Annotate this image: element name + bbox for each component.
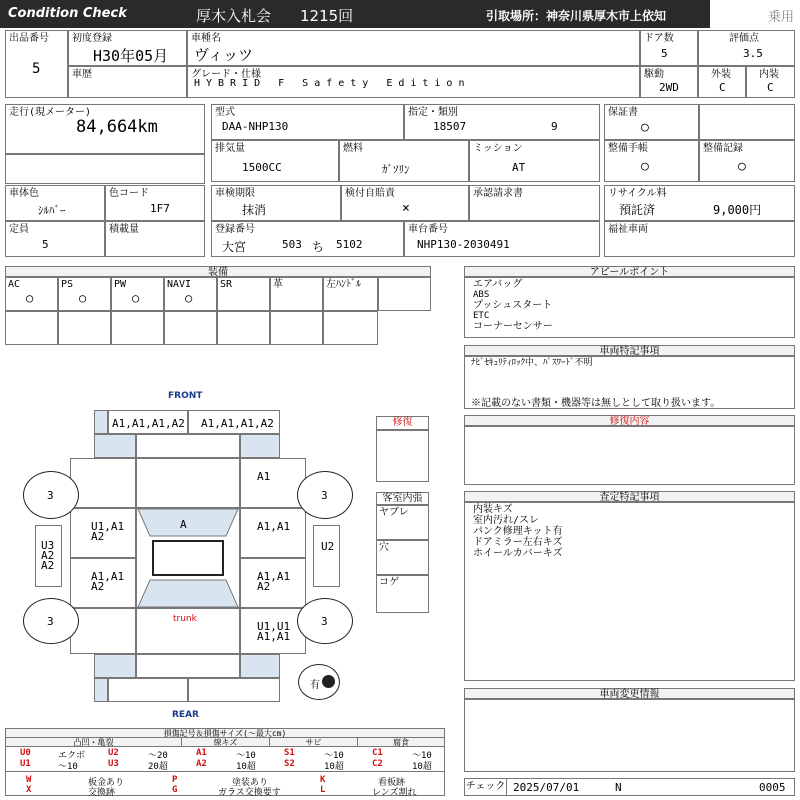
color-code-cell [105, 185, 205, 221]
manual-cell [604, 140, 699, 182]
recycle-fee: 9,000円 [713, 203, 762, 217]
tire-fr-value: 3 [321, 489, 328, 502]
recycle-status: 預託済 [619, 203, 656, 217]
history-label: 車歴 [72, 69, 92, 80]
legend-desc: 看板跡 [378, 778, 406, 788]
mission-value: AT [512, 161, 526, 174]
grade-label: グレード・仕様 [191, 69, 261, 80]
rear-panel-right [240, 654, 280, 678]
roof-damage: A [180, 518, 187, 531]
legend-h-dent: 凸凹・亀裂 [6, 738, 182, 747]
footer-bar [464, 778, 795, 796]
front-label: FRONT [168, 391, 203, 401]
record-value: ○ [738, 159, 746, 174]
equip-value-ac: ○ [26, 291, 34, 305]
auction-name: 厚木入札会 [196, 7, 272, 25]
legend-code: P [172, 775, 178, 785]
appeal-box [464, 277, 795, 338]
legend-desc: レンズ割れ [372, 788, 417, 798]
appeal-line: エアバッグ [473, 279, 523, 290]
footer-number: 0005 [759, 781, 786, 794]
equip-cell-lhd [323, 277, 378, 311]
sill-right[interactable] [313, 525, 340, 587]
equip-cell [270, 311, 323, 345]
interior-cell [746, 66, 795, 98]
special-title: 車両特記事項 [464, 345, 795, 356]
spare-tire[interactable] [298, 664, 340, 700]
appeal-line: ETC [473, 311, 490, 321]
legend-code: L [320, 785, 326, 795]
welfare-cell [604, 221, 795, 257]
load-label: 積載量 [109, 224, 139, 235]
drive-label: 駆動 [644, 69, 664, 80]
score-label: 評価点 [729, 33, 759, 44]
sill-left-damage: A2 [41, 549, 55, 562]
drive-value: 2WD [659, 81, 679, 94]
legend-code: C2 [372, 759, 383, 769]
legend [5, 728, 445, 796]
spare-mark-icon [322, 675, 335, 688]
legend-desc: 10超 [236, 762, 256, 772]
reg-no-cell [211, 221, 404, 257]
equip-cell [5, 311, 58, 345]
assessment-line: 室内汚れ/スレ [473, 515, 540, 526]
legend-desc: 〜10 [58, 762, 78, 772]
legend-desc: 〜10 [236, 751, 256, 761]
inspection-value: 抹消 [242, 203, 267, 217]
warranty-cell [604, 104, 699, 140]
welfare-label: 福祉車両 [608, 224, 648, 235]
hood-right[interactable] [188, 410, 280, 434]
legend-code: S1 [284, 748, 295, 758]
quarter-r-damage: U1,U1 [257, 620, 291, 633]
front-corner-left [94, 410, 108, 434]
insurance-cell [341, 185, 469, 221]
hood-left-damage: A1,A1,A1,A2 [112, 417, 185, 430]
equip-label-pw: PW [114, 279, 127, 290]
door-rear-right[interactable] [240, 558, 306, 608]
displacement-cell [211, 140, 339, 182]
fender-right-damage: A1 [257, 470, 271, 483]
designation-value: 18507 [433, 120, 467, 133]
legend-code: W [26, 775, 32, 785]
equipment-title: 装備 [5, 266, 431, 277]
equip-cell-ps [58, 277, 111, 311]
legend-code: U0 [20, 748, 31, 758]
equip-cell-blank [378, 277, 431, 311]
door-rl-damage: A1,A1 [91, 570, 125, 583]
designation-label: 指定・類別 [408, 107, 458, 118]
tire-rr-value: 3 [321, 615, 328, 628]
fuel-cell [339, 140, 469, 182]
chassis-cell [404, 221, 600, 257]
change-title: 車両変更情報 [464, 688, 795, 699]
color-cell [5, 185, 105, 221]
door-front-left[interactable] [70, 508, 136, 558]
legend-desc: 20超 [148, 762, 168, 772]
mileage-value: 84,664km [76, 117, 158, 137]
repair-box [464, 426, 795, 485]
class-value: 9 [551, 120, 558, 133]
tire-rear-right[interactable] [297, 598, 353, 644]
recycle-cell [604, 185, 795, 221]
tire-rl-value: 3 [47, 615, 54, 628]
record-cell [699, 140, 795, 182]
displacement-label: 排気量 [215, 143, 245, 154]
color-label: 車体色 [9, 188, 39, 199]
capacity-value: 5 [42, 238, 49, 251]
insurance-value: × [402, 201, 410, 216]
legend-code: C1 [372, 748, 383, 758]
footer-code: N [615, 781, 622, 794]
legend-h-rust: サビ [270, 738, 358, 747]
score-cell [698, 30, 795, 66]
legend-desc: エクボ [58, 751, 86, 761]
legend-code: G [172, 785, 178, 795]
warranty-label: 保証書 [608, 107, 638, 118]
fender-right[interactable] [240, 458, 306, 508]
door-rear-left[interactable] [70, 558, 136, 608]
equip-label-navi: NAVI [167, 279, 192, 290]
legend-desc: 〜10 [412, 751, 432, 761]
model-name-cell [187, 30, 640, 66]
footer-date: 2025/07/01 [513, 781, 580, 794]
rear-bumper[interactable] [136, 654, 240, 678]
score-value: 3.5 [743, 47, 763, 60]
type-value: DAA-NHP130 [222, 120, 289, 133]
assessment-line: 内装キズ [473, 504, 513, 515]
legend-desc: 10超 [412, 762, 432, 772]
fuel-label: 燃料 [343, 143, 363, 154]
equip-value-pw: ○ [132, 291, 140, 305]
footer-check-label: チェック [465, 779, 507, 795]
interior-row-burn [376, 575, 429, 613]
bonnet[interactable] [136, 458, 240, 508]
recycle-label: リサイクル料 [608, 188, 667, 199]
roof-panel[interactable] [152, 540, 224, 576]
legend-code: A1 [196, 748, 207, 758]
exterior-value: C [719, 81, 726, 94]
trunk[interactable] [136, 608, 240, 654]
legend-code: A2 [196, 759, 207, 769]
manual-value: ○ [641, 159, 649, 174]
equip-cell-ac [5, 277, 58, 311]
model-name-label: 車種名 [191, 33, 221, 44]
interior-row-label: 穴 [379, 542, 389, 553]
legend-desc: ガラス交換要す [218, 788, 281, 798]
equip-label-leather: 革 [273, 279, 283, 290]
first-reg-cell [68, 30, 187, 66]
repair-side-box [376, 430, 429, 482]
equip-cell [323, 311, 378, 345]
fender-left[interactable] [70, 458, 136, 508]
mileage-label: 走行(現メーター) [9, 107, 92, 118]
mileage-cell [5, 104, 205, 154]
hood-right-damage: A1,A1,A1,A2 [201, 417, 274, 430]
reg-kana: ち [312, 240, 325, 254]
appeal-title: アピールポイント [464, 266, 795, 277]
legend-code: X [26, 785, 32, 795]
front-panel-left [94, 434, 136, 458]
history-cell [68, 66, 187, 98]
inspection-label: 車検期限 [215, 188, 255, 199]
appeal-line: ABS [473, 290, 490, 300]
color-code-value: 1F7 [150, 202, 170, 215]
displacement-value: 1500CC [242, 161, 282, 174]
first-reg-value: H30年05月 [93, 47, 169, 65]
interior-row-hole [376, 540, 429, 575]
drive-cell [640, 66, 698, 98]
quarter-right[interactable] [240, 608, 306, 654]
legend-divider [6, 771, 444, 772]
front-panel-right [240, 434, 280, 458]
tire-fl-value: 3 [47, 489, 54, 502]
load-cell [105, 221, 205, 257]
door-front-right[interactable] [240, 508, 306, 558]
legend-desc: 交換跡 [88, 788, 116, 798]
equip-cell [217, 311, 270, 345]
color-value: ｼﾙﾊﾞｰ [38, 204, 66, 217]
door-fl-damage: U1,A1 [91, 520, 125, 533]
legend-code: U2 [108, 748, 119, 758]
sill-right-damage: U2 [321, 540, 335, 553]
equip-cell [111, 311, 164, 345]
door-fl-damage: A2 [91, 530, 105, 543]
trunk-label: trunk [173, 614, 197, 624]
model-name-value: ヴィッツ [194, 46, 254, 64]
grade-cell [187, 66, 640, 98]
chassis-value: NHP130-2030491 [417, 238, 510, 251]
lot-label: 出品番号 [9, 33, 49, 44]
front-bumper[interactable] [136, 434, 240, 458]
assessment-box [464, 502, 795, 681]
category-label: 乗用 [710, 0, 800, 28]
rear-label: REAR [172, 710, 199, 720]
equip-cell [58, 311, 111, 345]
reg-num: 5102 [336, 238, 363, 251]
record-label: 整備記録 [703, 143, 743, 154]
rear-bottom-left [108, 678, 188, 702]
insurance-label: 検付自賠責 [345, 188, 395, 199]
fuel-value: ｶﾞｿﾘﾝ [382, 163, 410, 176]
rear-bottom-right [188, 678, 280, 702]
assessment-title: 査定特記事項 [464, 491, 795, 502]
change-box [464, 699, 795, 772]
capacity-cell [5, 221, 105, 257]
equip-cell-sr [217, 277, 270, 311]
grade-value: HYBRID F Safety Edition [194, 78, 471, 89]
equip-value-ps: ○ [79, 291, 87, 305]
tire-front-left[interactable] [23, 471, 79, 519]
reg-area: 大宮 [222, 240, 247, 254]
interior-row-tear [376, 505, 429, 540]
appeal-line: プッシュスタート [473, 300, 553, 311]
rear-corner-left [94, 678, 108, 702]
interior-label: 内装 [759, 69, 779, 80]
quarter-r-damage: A1,A1 [257, 630, 291, 643]
legend-desc: 塗装あり [232, 778, 269, 788]
tire-front-right[interactable] [297, 471, 353, 519]
legend-code: U3 [108, 759, 119, 769]
rear-panel-left [94, 654, 136, 678]
spare-label: 有 [310, 680, 320, 691]
equip-label-lhd: 左ﾊﾝﾄﾞﾙ [326, 279, 361, 290]
equip-label-ps: PS [61, 279, 74, 290]
assessment-line: ホイールカバーキズ [473, 548, 563, 559]
mission-cell [469, 140, 600, 182]
approval-cell [469, 185, 600, 221]
chassis-label: 車台番号 [408, 224, 448, 235]
reg-class: 503 [282, 238, 302, 251]
color-code-label: 色コード [109, 188, 149, 199]
manual-label: 整備手帳 [608, 143, 648, 154]
equip-label-sr: SR [220, 279, 233, 290]
legend-desc: 10超 [324, 762, 344, 772]
repair-title: 修復内容 [464, 415, 795, 426]
legend-h-corrosion: 腐食 [358, 738, 444, 747]
mission-label: ミッション [473, 143, 523, 154]
condition-check-label: Condition Check [8, 6, 127, 21]
legend-desc: 〜20 [148, 751, 168, 761]
interior-row-label: ヤブレ [379, 507, 409, 518]
repair-side-label: 修復 [376, 416, 429, 430]
equip-label-ac: AC [8, 279, 21, 290]
warranty-blank-cell [699, 104, 795, 140]
sill-left[interactable] [35, 525, 62, 587]
doors-cell [640, 30, 698, 66]
legend-desc: 板金あり [88, 778, 125, 788]
equip-cell-leather [270, 277, 323, 311]
first-reg-label: 初度登録 [72, 33, 112, 44]
inspection-cell [211, 185, 341, 221]
type-label: 型式 [215, 107, 235, 118]
special-line-1: ﾅﾋﾞｾｷｭﾘﾃｨﾛｯｸ中、ﾊﾟｽﾜｰﾄﾞ不明 [471, 358, 593, 368]
pickup-location: 引取場所：神奈川県厚木市上依知 [486, 9, 667, 23]
interior-row-label: コゲ [379, 577, 399, 588]
door-rr-damage: A1,A1 [257, 570, 291, 583]
special-line-2: ※記載のない書類・機器等は無しとして取り扱います。 [471, 398, 721, 409]
legend-desc: 〜10 [324, 751, 344, 761]
equip-value-navi: ○ [185, 291, 193, 305]
warranty-value: ○ [641, 120, 649, 135]
capacity-label: 定員 [9, 224, 29, 235]
sill-left-damage: A2 [41, 559, 55, 572]
legend-code: S2 [284, 759, 295, 769]
appeal-line: コーナーセンサー [473, 321, 553, 332]
equip-cell-pw [111, 277, 164, 311]
lot-cell [5, 30, 68, 98]
door-fr-damage: A1,A1 [257, 520, 291, 533]
exterior-label: 外装 [711, 69, 731, 80]
hood-left[interactable] [108, 410, 188, 434]
interior-value: C [767, 81, 774, 94]
mileage-blank-cell [5, 154, 205, 184]
legend-code: K [320, 775, 326, 785]
doors-value: 5 [661, 47, 668, 60]
sill-left-damage: U3 [41, 539, 55, 552]
type-cell [211, 104, 404, 140]
equip-cell-navi [164, 277, 217, 311]
doors-label: ドア数 [644, 33, 674, 44]
exterior-cell [698, 66, 746, 98]
reg-no-label: 登録番号 [215, 224, 255, 235]
legend-code: U1 [20, 759, 31, 769]
door-rl-damage: A2 [91, 580, 105, 593]
special-box [464, 356, 795, 409]
legend-h-scratch: 線キズ [182, 738, 270, 747]
tire-rear-left[interactable] [23, 598, 79, 644]
legend-title: 損傷記号＆損傷サイズ(〜最大cm) [6, 729, 444, 738]
approval-label: 承認請求書 [473, 188, 523, 199]
quarter-left[interactable] [70, 608, 136, 654]
equip-cell [164, 311, 217, 345]
assessment-line: パンク修理キット有 [473, 526, 563, 537]
header-bar [0, 0, 800, 28]
lot-number: 5 [32, 61, 41, 77]
interior-box-title: 客室内張 [376, 492, 429, 505]
auction-session: 1215回 [300, 7, 354, 25]
door-rr-damage: A2 [257, 580, 271, 593]
assessment-line: ドアミラー左右キズ [473, 537, 563, 548]
designation-cell [404, 104, 600, 140]
